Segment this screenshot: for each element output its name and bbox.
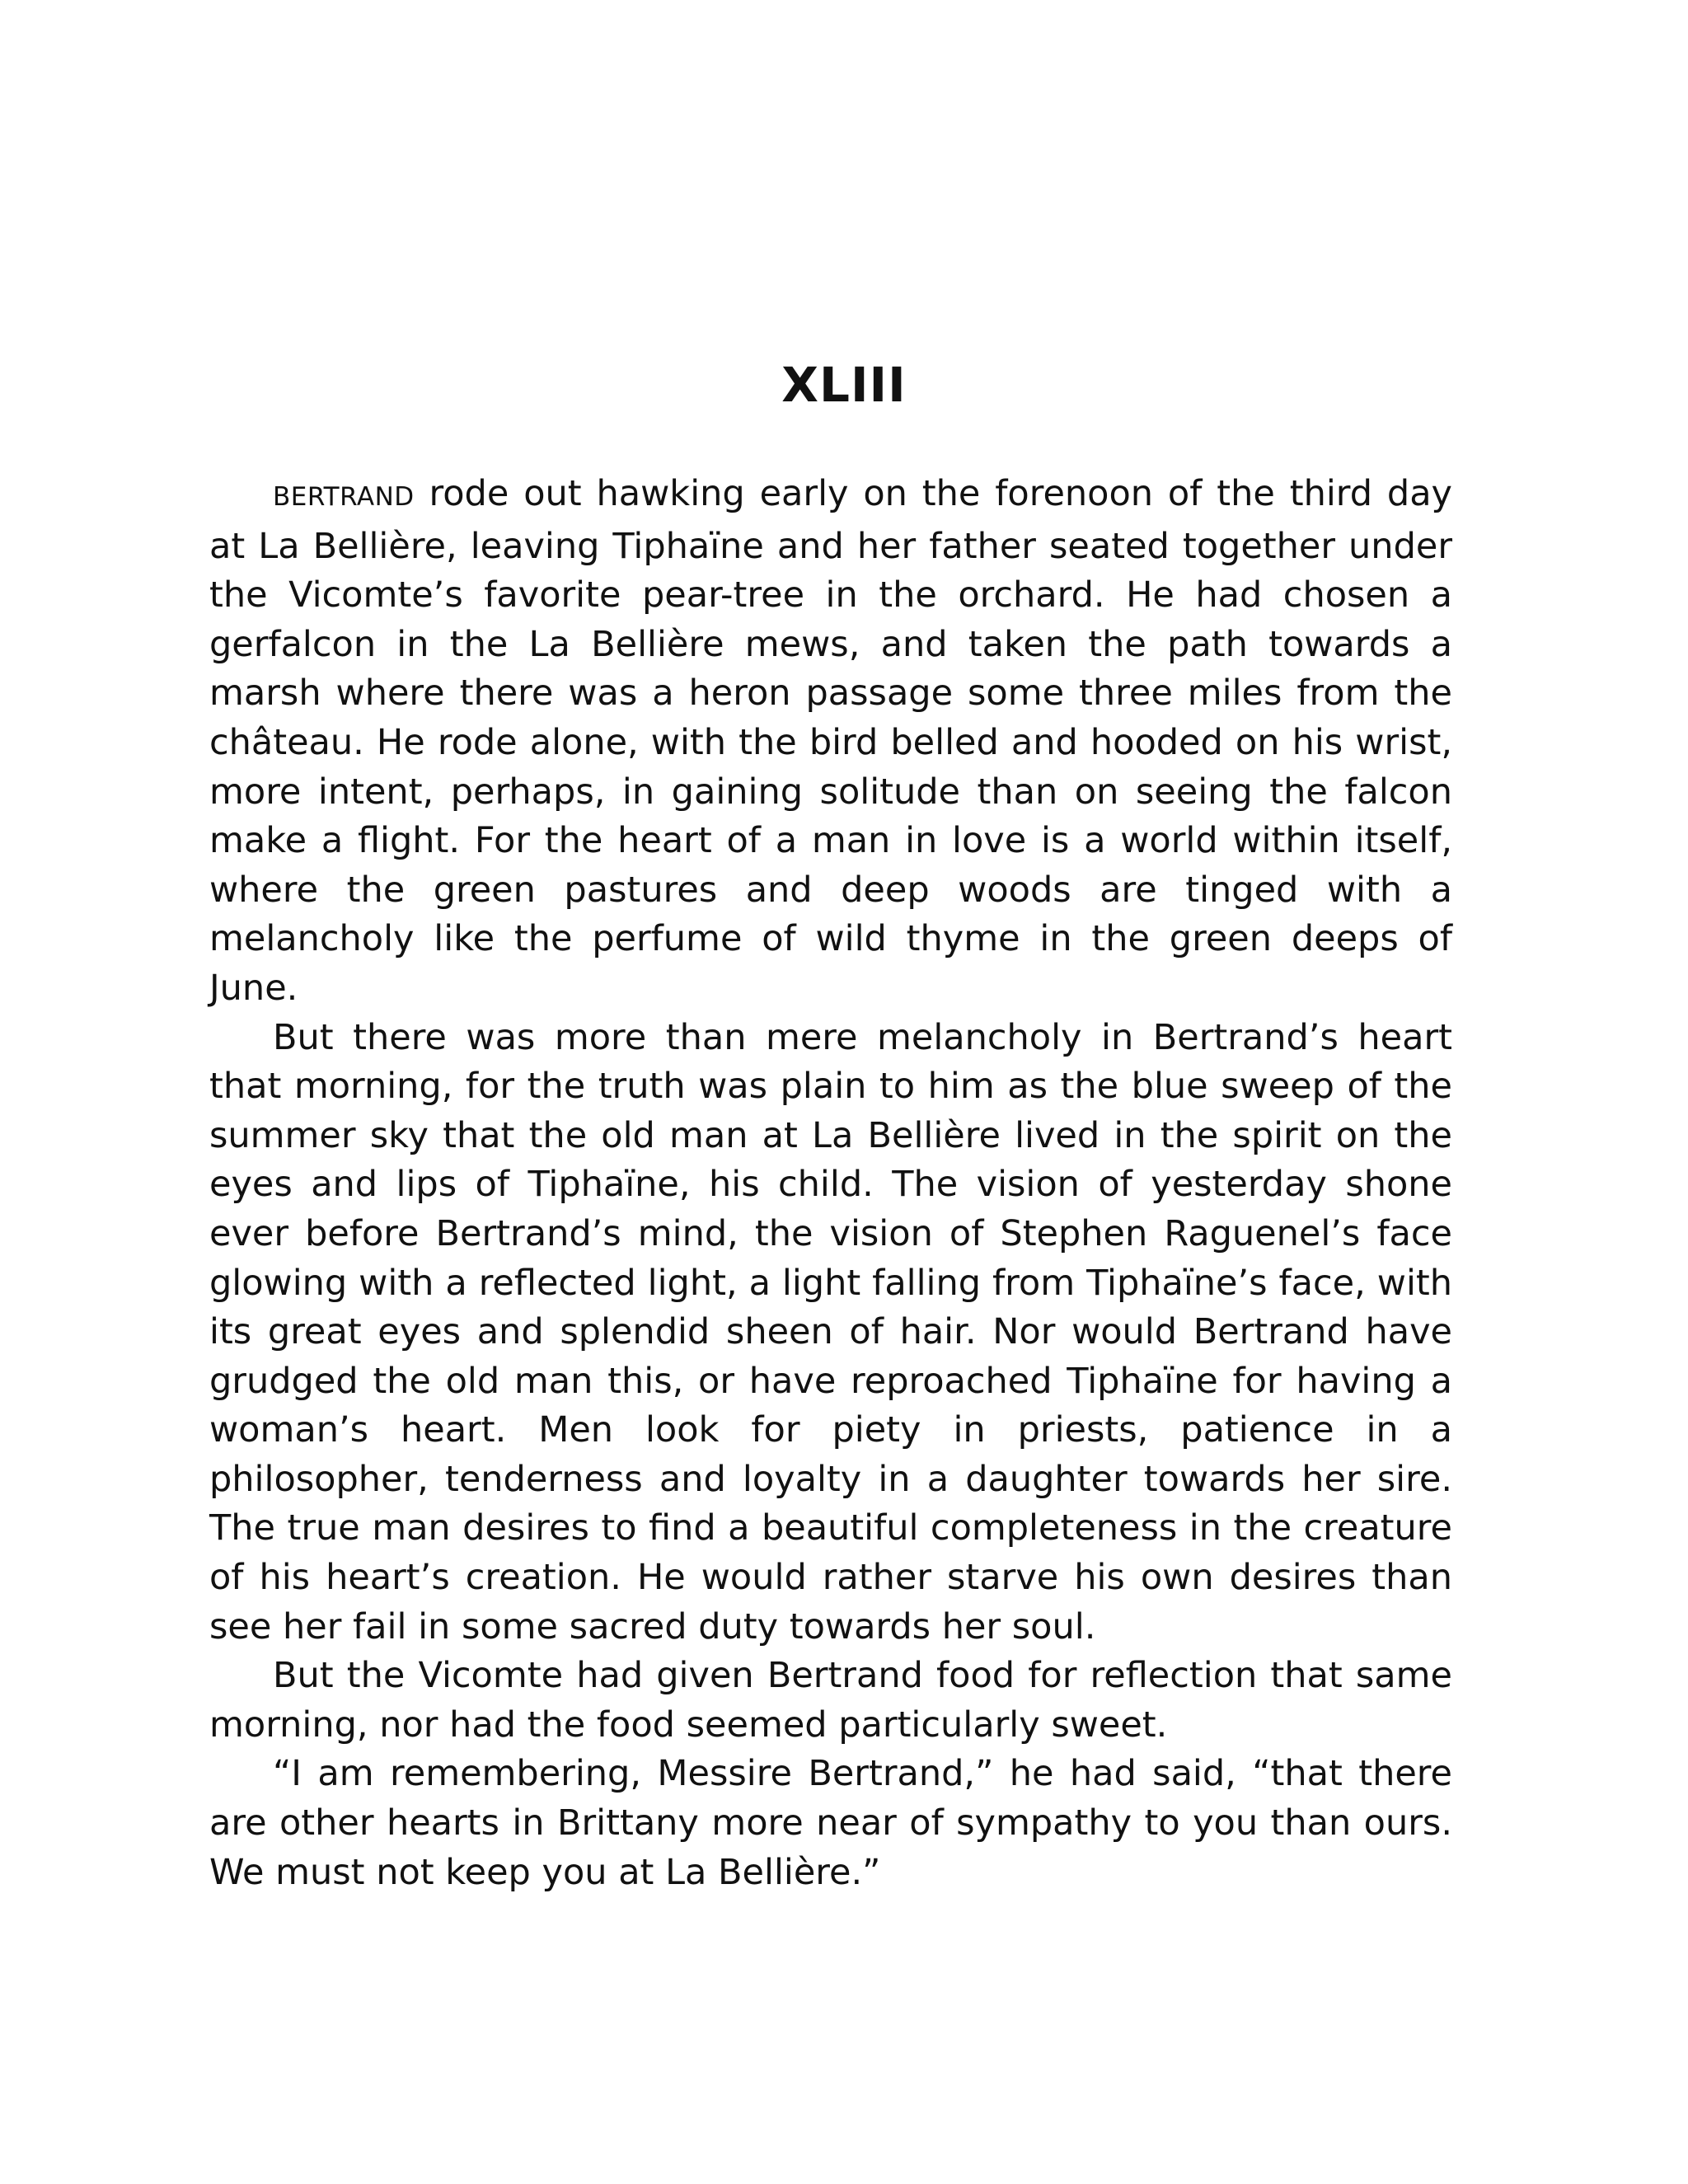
paragraph-3: But the Vicomte had given Bertrand food for reflection that same morning, nor had the food seemed particularly sweet.	[209, 1655, 1452, 1746]
paragraph-1-smallcaps-lead: BERTRAND	[273, 482, 415, 512]
paragraph-4: “I am remembering, Messire Bertrand,” he had said, “that there are other hearts in Brittany more near of sympathy to you than ours. We must not keep you at La Bellière.”	[209, 1753, 1452, 1893]
paragraph-1	[209, 470, 1452, 1014]
paragraph-2: But there was more than mere melancholy in Bertrand’s heart that morning, for the truth was plain to him as the blue sweep of the summer sky that the old man at La Bellière lived in the spirit on the eyes and lips of Tiphaïne, his child. The vision of yesterday shone ever before Bertrand’s mind, the vision of Stephen Raguenel’s face glowing with a reflected light, a light falling from Tiphaïne’s face, with its great eyes and splendid sheen of hair. Nor would Bertrand have grudged the old man this, or have reproached Tiphaïne for having a woman’s heart. Men look for piety in priests, patience in a philosopher, tenderness and loyalty in a daughter towards her sire. The true man desires to find a beautiful completeness in the creature of his heart’s creation. He would rather starve his own desires than see her fail in some sacred duty towards her soul.	[209, 1016, 1452, 1647]
chapter-body	[209, 470, 1452, 1897]
paragraph-1-text: rode out hawking early on the forenoon of the third day at La Bellière, leaving Tiphaïne and her father seated together under the Vicomte’s favorite pear-tree in the orchard. He had chosen a gerfalcon in the La Bellière mews, and taken the path towards a marsh where there was a heron passage some three miles from the château. He rode alone, with the bird belled and hooded on his wrist, more intent, perhaps, in gaining solitude than on seeing the falcon make a flight. For the heart of a man in love is a world within itself, where the green pastures and deep woods are tinged with a melancholy like the perfume of wild thyme in the green deeps of June.	[209, 473, 1452, 1009]
chapter-title: XLIII	[781, 357, 907, 413]
